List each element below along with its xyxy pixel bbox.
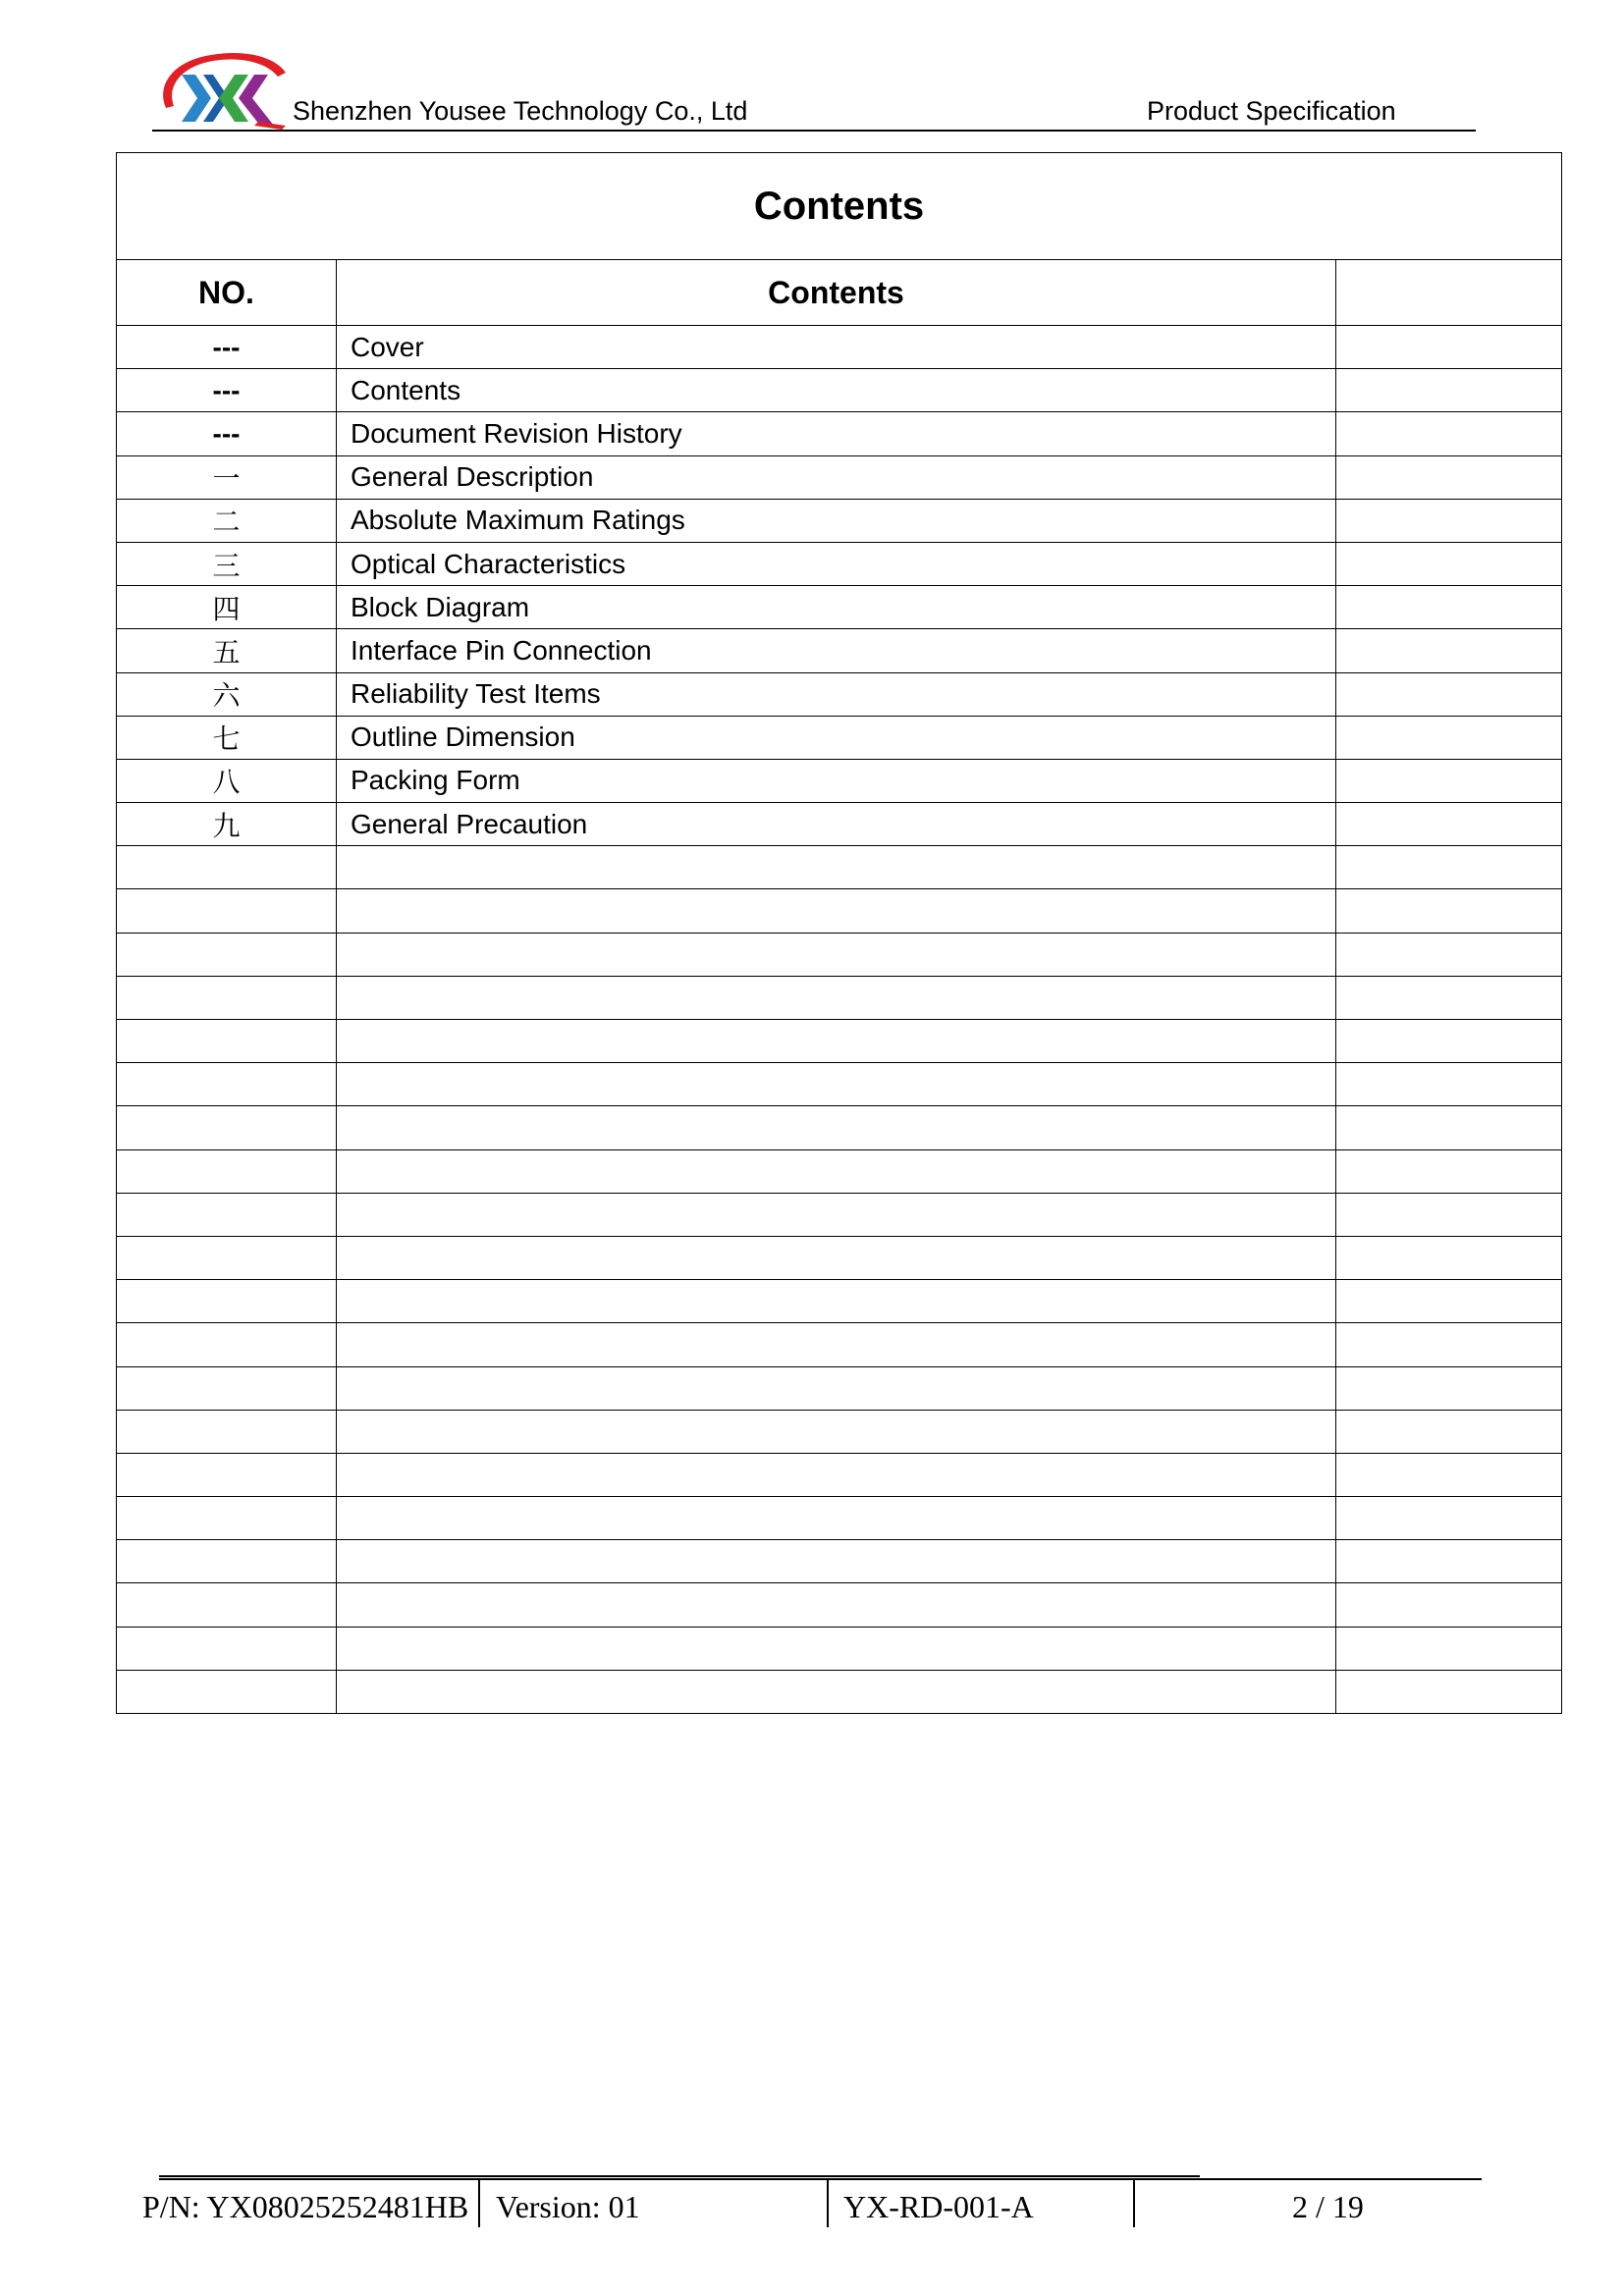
empty-cell (117, 1063, 337, 1106)
row-number: --- (117, 412, 337, 455)
row-page (1336, 455, 1562, 499)
empty-cell (337, 889, 1336, 933)
row-title: Optical Characteristics (337, 542, 1336, 585)
row-number: --- (117, 369, 337, 412)
table-row (117, 326, 1562, 369)
row-title: General Description (337, 455, 1336, 499)
empty-cell (337, 1497, 1336, 1540)
empty-cell (337, 1366, 1336, 1410)
empty-table-row (117, 1063, 1562, 1106)
empty-cell (117, 1410, 337, 1453)
empty-table-row (117, 933, 1562, 976)
footer-divider-upper (159, 2175, 1200, 2177)
empty-table-row (117, 1106, 1562, 1149)
page-footer (142, 2180, 1483, 2227)
empty-cell (1336, 846, 1562, 889)
row-title: Block Diagram (337, 586, 1336, 629)
row-number: 六 (117, 672, 337, 716)
row-title: Outline Dimension (337, 716, 1336, 759)
row-page (1336, 803, 1562, 846)
row-title: Interface Pin Connection (337, 629, 1336, 672)
empty-cell (117, 1236, 337, 1279)
empty-table-row (117, 1540, 1562, 1583)
empty-cell (337, 846, 1336, 889)
empty-cell (337, 1193, 1336, 1236)
footer-separator (478, 2180, 480, 2227)
header-divider (152, 130, 1476, 132)
empty-cell (117, 1670, 337, 1713)
empty-cell (1336, 1149, 1562, 1193)
row-page (1336, 326, 1562, 369)
table-row (117, 542, 1562, 585)
empty-cell (117, 1540, 337, 1583)
column-header-no: NO. (117, 260, 337, 326)
empty-cell (1336, 1020, 1562, 1063)
empty-cell (117, 1497, 337, 1540)
empty-table-row (117, 1193, 1562, 1236)
row-title: Reliability Test Items (337, 672, 1336, 716)
table-row (117, 629, 1562, 672)
table-row (117, 586, 1562, 629)
footer-separator (827, 2180, 829, 2227)
row-page (1336, 412, 1562, 455)
row-number: 五 (117, 629, 337, 672)
empty-table-row (117, 976, 1562, 1019)
empty-cell (1336, 1540, 1562, 1583)
empty-cell (337, 1583, 1336, 1627)
row-number: 一 (117, 455, 337, 499)
empty-cell (1336, 1323, 1562, 1366)
empty-cell (1336, 1063, 1562, 1106)
row-page (1336, 542, 1562, 585)
empty-table-row (117, 1149, 1562, 1193)
row-number: 三 (117, 542, 337, 585)
empty-cell (1336, 976, 1562, 1019)
empty-cell (337, 1670, 1336, 1713)
empty-cell (1336, 1106, 1562, 1149)
empty-cell (117, 1583, 337, 1627)
empty-cell (337, 1149, 1336, 1193)
row-page (1336, 369, 1562, 412)
page-number: 2 / 19 (1292, 2189, 1364, 2224)
empty-cell (1336, 1410, 1562, 1453)
table-row (117, 803, 1562, 846)
empty-cell (1336, 1583, 1562, 1627)
empty-table-row (117, 1627, 1562, 1670)
part-number: P/N: YX08025252481HB (142, 2189, 469, 2224)
version-label: Version: 01 (496, 2189, 640, 2224)
empty-cell (337, 1280, 1336, 1323)
table-row (117, 716, 1562, 759)
empty-table-row (117, 1236, 1562, 1279)
empty-cell (1336, 933, 1562, 976)
row-page (1336, 499, 1562, 542)
empty-cell (117, 933, 337, 976)
empty-cell (1336, 889, 1562, 933)
empty-table-row (117, 1366, 1562, 1410)
row-page (1336, 586, 1562, 629)
empty-cell (337, 1236, 1336, 1279)
row-page (1336, 629, 1562, 672)
empty-cell (337, 933, 1336, 976)
empty-cell (337, 1453, 1336, 1496)
empty-cell (1336, 1193, 1562, 1236)
empty-cell (337, 1540, 1336, 1583)
company-logo-icon (152, 47, 290, 130)
table-row (117, 759, 1562, 802)
empty-table-row (117, 1670, 1562, 1713)
empty-cell (337, 1106, 1336, 1149)
empty-cell (1336, 1453, 1562, 1496)
column-header-page (1336, 260, 1562, 326)
document-type: Product Specification (1147, 96, 1396, 126)
row-title: Contents (337, 369, 1336, 412)
row-page (1336, 716, 1562, 759)
row-title: General Precaution (337, 803, 1336, 846)
column-header-contents: Contents (337, 260, 1336, 326)
row-title: Document Revision History (337, 412, 1336, 455)
empty-cell (1336, 1627, 1562, 1670)
empty-cell (1336, 1497, 1562, 1540)
empty-cell (337, 1410, 1336, 1453)
empty-cell (117, 1020, 337, 1063)
row-number: --- (117, 326, 337, 369)
empty-cell (337, 1323, 1336, 1366)
contents-title: Contents (117, 153, 1562, 260)
table-row (117, 455, 1562, 499)
empty-cell (337, 1063, 1336, 1106)
empty-cell (1336, 1280, 1562, 1323)
empty-table-row (117, 889, 1562, 933)
empty-cell (337, 976, 1336, 1019)
table-row (117, 369, 1562, 412)
empty-cell (117, 1280, 337, 1323)
empty-cell (117, 846, 337, 889)
row-number: 九 (117, 803, 337, 846)
row-page (1336, 759, 1562, 802)
row-number: 八 (117, 759, 337, 802)
empty-table-row (117, 1497, 1562, 1540)
empty-cell (1336, 1670, 1562, 1713)
row-number: 四 (117, 586, 337, 629)
empty-table-row (117, 1453, 1562, 1496)
empty-cell (117, 1193, 337, 1236)
empty-cell (117, 1627, 337, 1670)
row-page (1336, 672, 1562, 716)
row-title: Absolute Maximum Ratings (337, 499, 1336, 542)
empty-cell (1336, 1236, 1562, 1279)
row-title: Cover (337, 326, 1336, 369)
table-row (117, 672, 1562, 716)
empty-table-row (117, 1323, 1562, 1366)
table-row (117, 499, 1562, 542)
table-header-row (117, 260, 1562, 326)
empty-cell (117, 1323, 337, 1366)
empty-cell (117, 1366, 337, 1410)
document-code: YX-RD-001-A (843, 2189, 1034, 2224)
empty-cell (117, 1106, 337, 1149)
empty-cell (117, 1149, 337, 1193)
empty-table-row (117, 846, 1562, 889)
empty-cell (117, 889, 337, 933)
row-number: 二 (117, 499, 337, 542)
row-number: 七 (117, 716, 337, 759)
empty-cell (117, 976, 337, 1019)
empty-table-row (117, 1280, 1562, 1323)
row-title: Packing Form (337, 759, 1336, 802)
empty-table-row (117, 1583, 1562, 1627)
footer-separator (1133, 2180, 1135, 2227)
empty-cell (337, 1020, 1336, 1063)
empty-cell (337, 1627, 1336, 1670)
company-name: Shenzhen Yousee Technology Co., Ltd (293, 96, 748, 126)
empty-cell (117, 1453, 337, 1496)
empty-table-row (117, 1410, 1562, 1453)
empty-cell (1336, 1366, 1562, 1410)
empty-table-row (117, 1020, 1562, 1063)
table-row (117, 412, 1562, 455)
contents-table (116, 152, 1562, 1714)
